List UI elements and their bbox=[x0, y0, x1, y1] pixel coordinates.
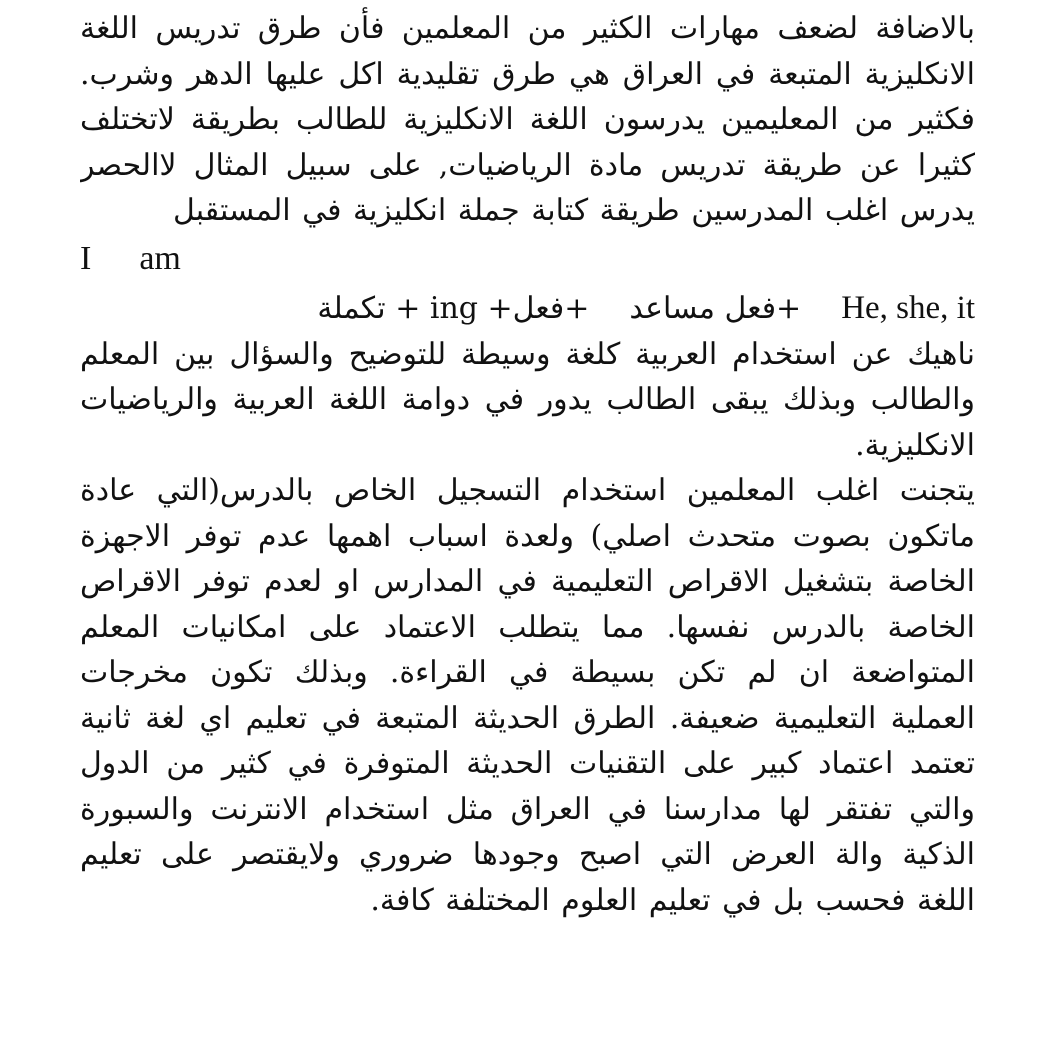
paragraph-recordings-technology: يتجنت اغلب المعلمين استخدام التسجيل الخاص بالدرس(التي عادة ماتكون بصوت متحدث اصلي) ولعدة اسباب اهمها عدم توفر الاجهزة الخاصة بتشغيل الاقراص التعليمية في المدارس او لعدم توفر الاقراص الخاصة بالدرس نفسها. مما يتطلب الاعتماد على امكانيات المعلم المتواضعة ان لم تكن بسيطة في القراءة. وبذلك تكون مخرجات العملية التعليمية ضعيفة. الطرق الحديثة المتبعة في تعليم اي لغة ثانية تعتمد اعتماد كبير على التقنيات الحديثة المتوفرة في كثير من الدول والتي تفتقر لها مدارسنا في العراق مثل استخدام الانترنت والسبورة الذكية والة العرض التي اصبح وجودها ضروري ولايقتصر على تعليم اللغة فحسب بل في تعليم العلوم المختلفة كافة. bbox=[80, 473, 975, 918]
formula-subjects: He, she, it bbox=[841, 289, 975, 326]
paragraph-teaching-methods: بالاضافة لضعف مهارات الكثير من المعلمين فأن طرق تدريس اللغة الانكليزية المتبعة في العراق هي طرق تقليدية اكل عليها الدهر وشرب. فكثير من المعليمين يدرسون اللغة الانكليزية للطالب بطريقة لاتختلف كثيرا عن طريقة تدريس مادة الرياضيات, على سبيل المثال لاالحصر يدرس اغلب المدرسين طريقة كتابة جملة انكليزية في المستقبل bbox=[80, 11, 975, 228]
paragraph-arabic-medium: ناهيك عن استخدام العربية كلغة وسيطة للتوضيح والسؤال بين المعلم والطالب وبذلك يبقى الطالب يدور في دوامة اللغة العربية والرياضيات الانكليزية. bbox=[80, 336, 975, 463]
document-page bbox=[80, 6, 975, 1055]
formula-aux-verb: +فعل مساعد bbox=[629, 290, 802, 326]
example-verb: am bbox=[139, 239, 181, 277]
example-sentence-line bbox=[80, 234, 975, 284]
grammar-formula-line bbox=[80, 284, 975, 332]
formula-ing-complement: ing + تكملة bbox=[317, 290, 478, 326]
example-pronoun: I bbox=[80, 239, 92, 277]
formula-main-verb: +فعل+ bbox=[487, 290, 590, 326]
